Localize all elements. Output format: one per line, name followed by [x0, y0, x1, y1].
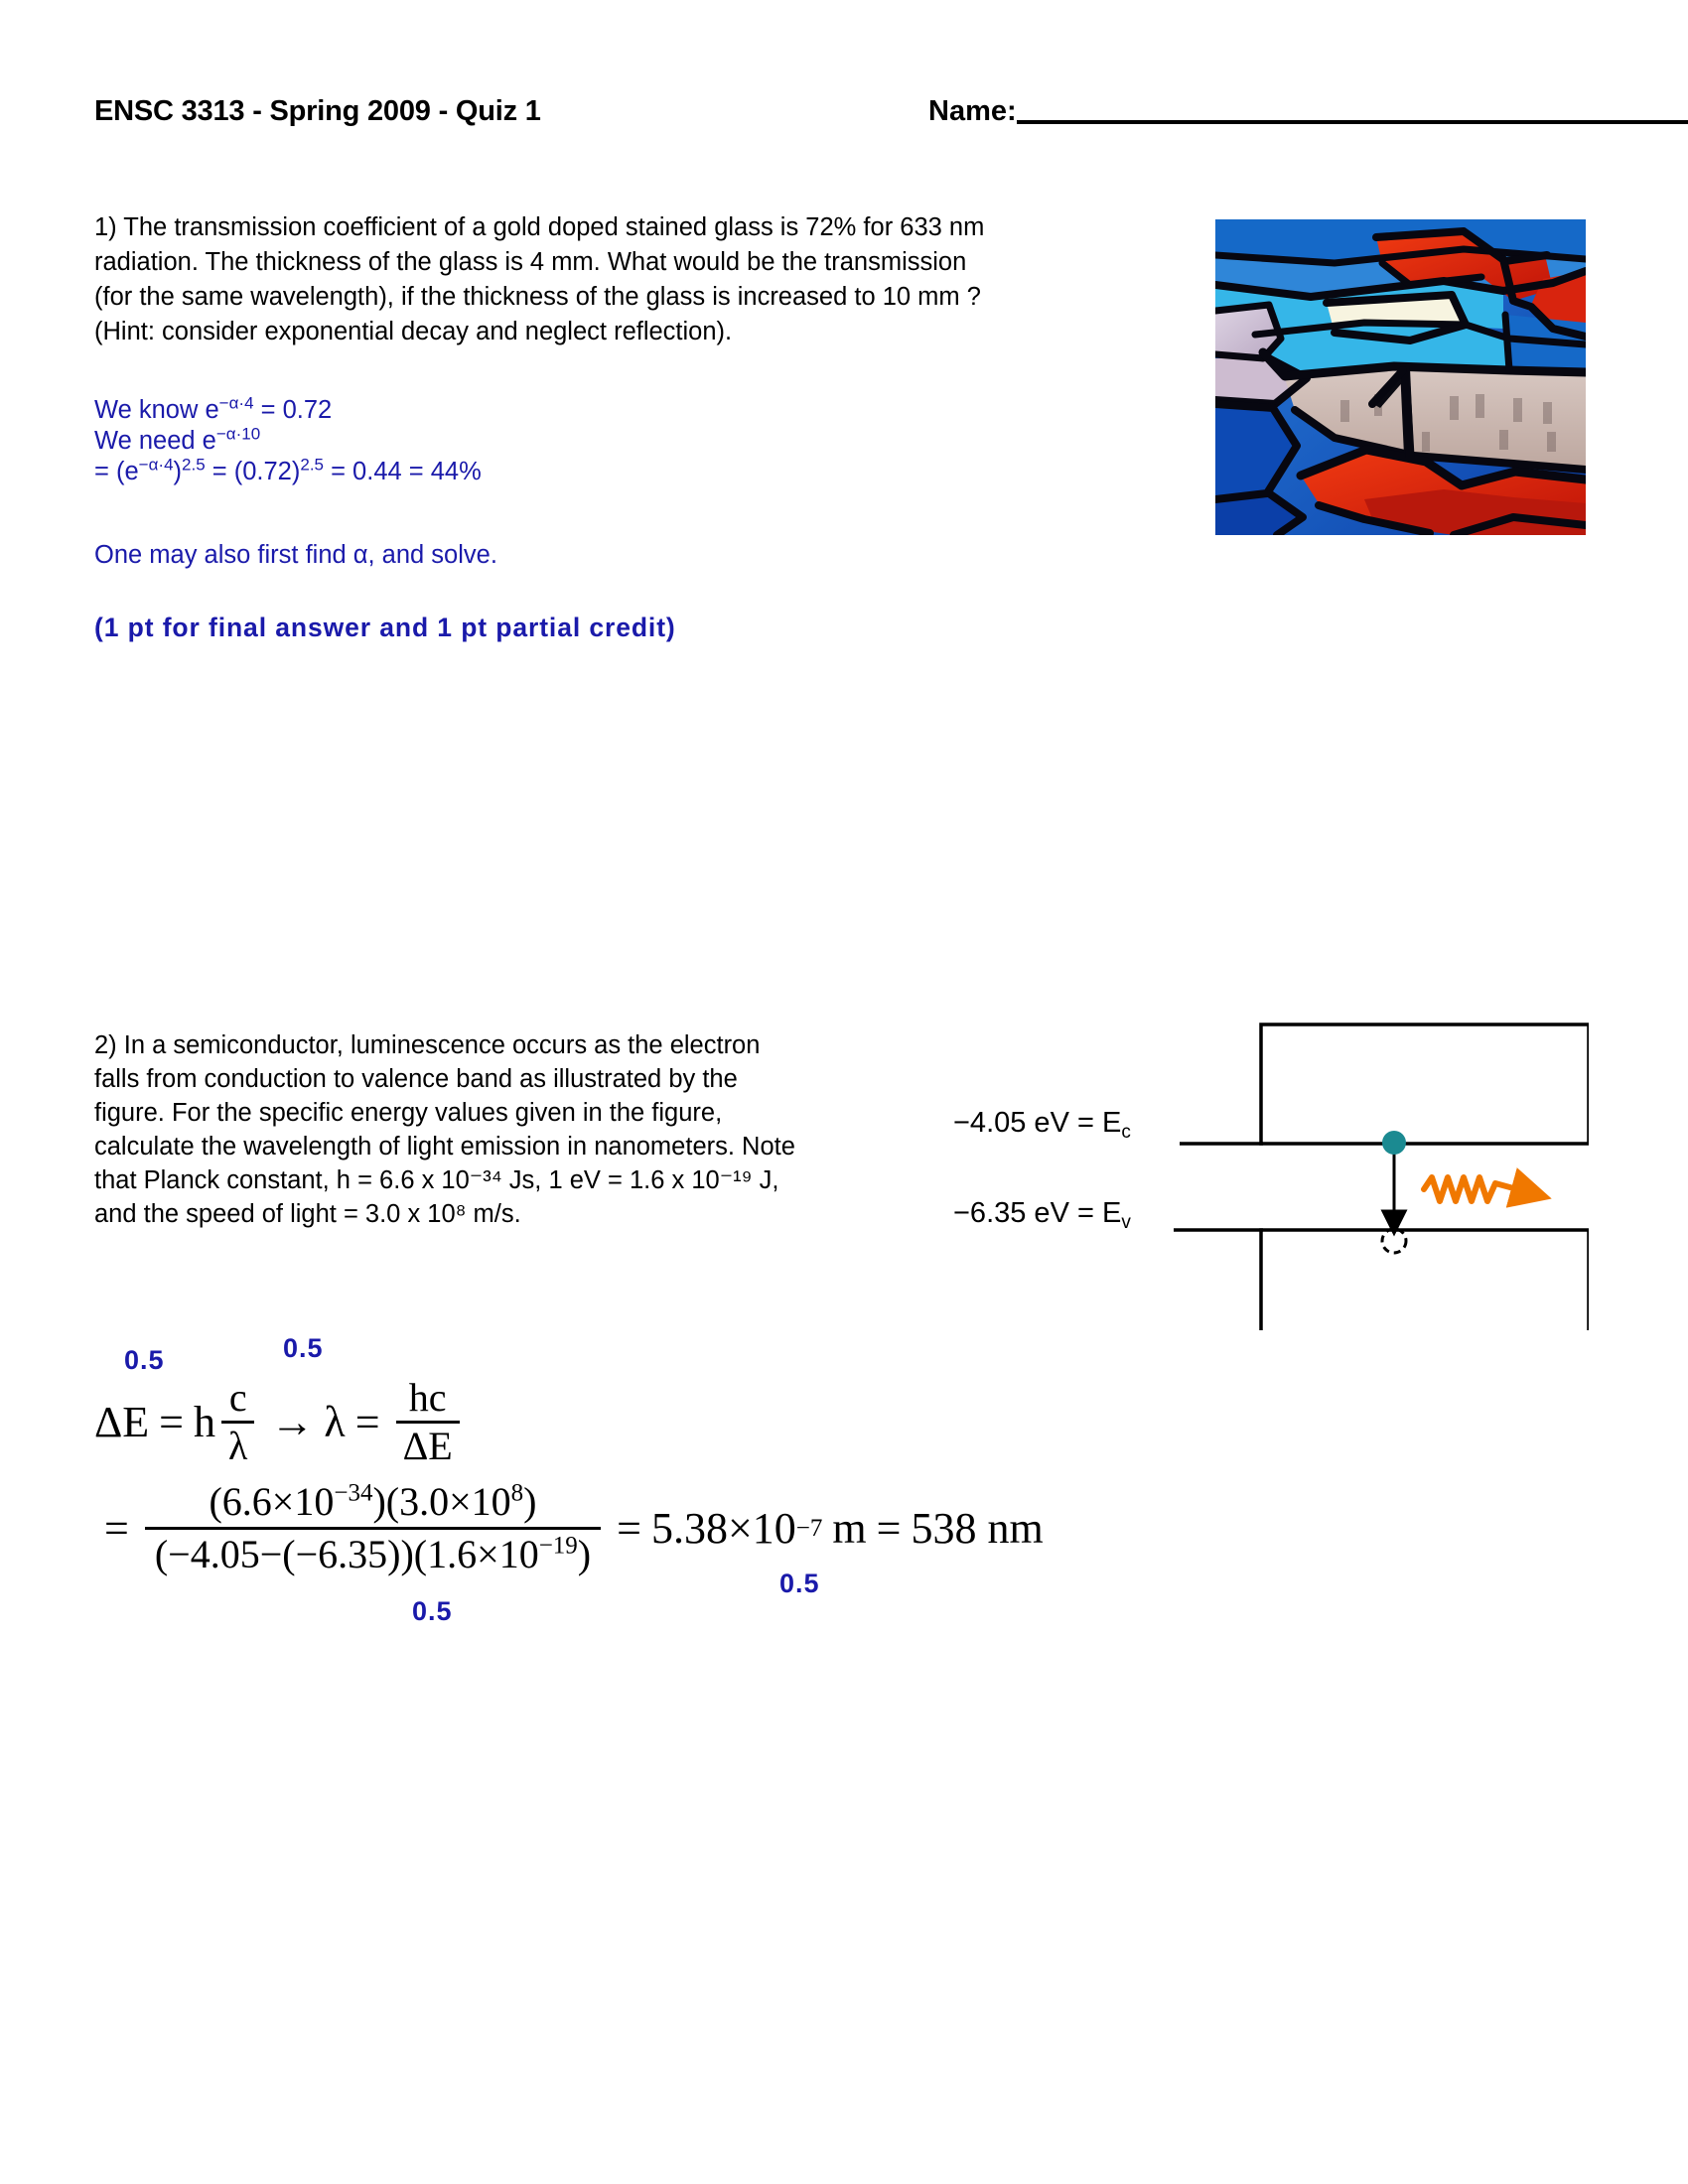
valence-band-box — [1261, 1230, 1589, 1330]
eq2-result-value: 5.38 — [650, 1504, 728, 1554]
points-mark-result: 0.5 — [779, 1569, 820, 1598]
result-rest: = (0.72) — [205, 458, 301, 485]
question-1-line-2: radiation. The thickness of the glass is 4 mm. What would be the transmission — [94, 248, 967, 276]
eq1-frac-numerator: c — [228, 1375, 247, 1420]
eq2-result-equals: = — [617, 1504, 641, 1554]
eq2-num-c: )(3.0 — [372, 1479, 450, 1524]
conduction-band-box — [1261, 1024, 1589, 1144]
eq1-fraction-c-over-lambda — [221, 1377, 254, 1466]
eq2-num-times1: × — [271, 1479, 295, 1524]
question-2-line-3: figure. For the specific energy values given in the figure, — [94, 1099, 723, 1127]
conduction-band-energy: −4.05 eV = E — [953, 1107, 1122, 1139]
eq1-equals: = — [159, 1397, 184, 1446]
we-need-exponent: −α·10 — [215, 424, 261, 444]
quiz-header — [94, 95, 1594, 143]
result-open: = (e — [94, 458, 139, 485]
points-mark-denominator: 0.5 — [412, 1596, 453, 1626]
eq1-frac2-numerator: hc — [408, 1375, 447, 1420]
eq1-delta-e: ΔE — [94, 1397, 150, 1446]
solution-line-we-need — [94, 426, 988, 457]
result-close: ) — [173, 458, 183, 485]
solution-alternate-note: One may also first find α, and solve. — [94, 541, 497, 569]
equation-line-2: = $\frac{(6.6\times 10^{-34})(3.0\times 10^8)}{(-4.05-(-6.35))(1.6\times 10^{-19})}$ = 5.38 × 10 −7 m = 538 nm — [104, 1479, 1044, 1577]
eq2-den-b: (−6.35))(1.6 — [282, 1532, 478, 1577]
question-1-line-4: (Hint: consider exponential decay and neglect reflection). — [94, 318, 733, 345]
valence-band-subscript: v — [1121, 1212, 1131, 1233]
eq2-den-exp: −19 — [538, 1533, 578, 1561]
we-know-suffix: = 0.72 — [253, 396, 333, 424]
question-2-line-2: falls from conduction to valence band as illustrated by the — [94, 1065, 738, 1093]
eq2-frac-bar — [145, 1527, 601, 1530]
eq2-result-nanometers: 538 nm — [911, 1504, 1044, 1554]
eq2-result-base: 10 — [752, 1504, 796, 1554]
eq1-lambda: λ — [324, 1397, 346, 1446]
eq2-leading-equals: = — [104, 1504, 129, 1554]
band-diagram-figure — [953, 1003, 1589, 1330]
question-1-line-3: (for the same wavelength), if the thickness of the glass is increased to 10 mm ? — [94, 283, 981, 311]
eq2-den-times: × — [477, 1532, 499, 1577]
equation-line-1 — [94, 1377, 466, 1466]
eq1-frac2-denominator: ΔE — [402, 1423, 453, 1468]
question-2-line-1: 2) In a semiconductor, luminescence occurs as the electron — [94, 1031, 761, 1059]
stained-glass-photo — [1215, 219, 1586, 535]
band-diagram-svg — [953, 1003, 1589, 1330]
points-mark-eq1-left: 0.5 — [124, 1345, 165, 1375]
question-2-line-6: and the speed of light = 3.0 x 10⁸ m/s. — [94, 1200, 521, 1228]
result-power-1: 2.5 — [182, 455, 206, 475]
eq2-num-e: ) — [523, 1479, 537, 1524]
question-1-line-1: 1) The transmission coefficient of a gold doped stained glass is 72% for 633 nm — [94, 213, 985, 241]
eq2-main-fraction — [145, 1479, 601, 1578]
valence-band-energy: −6.35 eV = E — [953, 1197, 1122, 1229]
eq2-den-minus: − — [259, 1532, 283, 1577]
question-2-solution — [94, 1333, 1435, 1633]
electron-dot — [1382, 1131, 1406, 1155]
question-2-line-4: calculate the wavelength of light emission in nanometers. Note — [94, 1133, 795, 1160]
page-title: ENSC 3313 - Spring 2009 - Quiz 1 — [94, 95, 541, 127]
question-1-text — [94, 210, 1097, 349]
photon-wavy-arrow — [1424, 1177, 1517, 1201]
question-2-text — [94, 1028, 968, 1231]
name-write-in-line[interactable] — [1017, 120, 1688, 124]
eq1-arrow: → — [270, 1397, 315, 1446]
name-label: Name: — [928, 95, 1017, 127]
question-2-line-5: that Planck constant, h = 6.6 x 10⁻³⁴ Js, 1 eV = 1.6 x 10⁻¹⁹ J, — [94, 1166, 779, 1194]
solution-line-we-know — [94, 395, 988, 426]
eq2-den-c: 10 — [498, 1532, 539, 1577]
eq2-numerator — [199, 1479, 546, 1525]
we-know-prefix: We know e — [94, 396, 219, 424]
eq1-fraction-hc-over-deltaE — [396, 1377, 460, 1466]
question-1-solution — [94, 395, 988, 487]
eq1-frac-denominator: λ — [228, 1423, 248, 1468]
eq2-denominator — [145, 1532, 601, 1577]
solution-line-result — [94, 457, 988, 487]
result-inner-exponent: −α·4 — [138, 455, 174, 475]
eq2-num-exp2: 8 — [510, 1479, 524, 1507]
eq2-num-a: (6.6 — [209, 1479, 272, 1524]
eq2-num-b: 10 — [294, 1479, 335, 1524]
conduction-band-subscript: c — [1121, 1122, 1131, 1143]
result-power-2: 2.5 — [300, 455, 324, 475]
stained-glass-artwork — [1215, 219, 1586, 535]
question-1-points-note: (1 pt for final answer and 1 pt partial credit) — [94, 613, 676, 642]
eq2-den-a: (−4.05 — [154, 1532, 260, 1577]
points-mark-eq1-right: 0.5 — [283, 1333, 324, 1363]
eq2-num-exp1: −34 — [334, 1479, 373, 1507]
eq1-equals-2: = — [354, 1397, 380, 1446]
eq2-result-equals-2: = — [876, 1504, 902, 1554]
eq2-result-times: × — [727, 1504, 753, 1554]
eq1-h: h — [194, 1397, 215, 1446]
eq2-result-unit: m — [832, 1504, 867, 1554]
name-field-group — [928, 95, 1688, 128]
eq2-num-times2: × — [449, 1479, 472, 1524]
result-final: = 0.44 = 44% — [324, 458, 482, 485]
eq2-num-d: 10 — [471, 1479, 511, 1524]
eq2-den-d: ) — [577, 1532, 592, 1577]
we-know-exponent: −α·4 — [218, 393, 254, 413]
we-need-prefix: We need e — [94, 427, 216, 455]
